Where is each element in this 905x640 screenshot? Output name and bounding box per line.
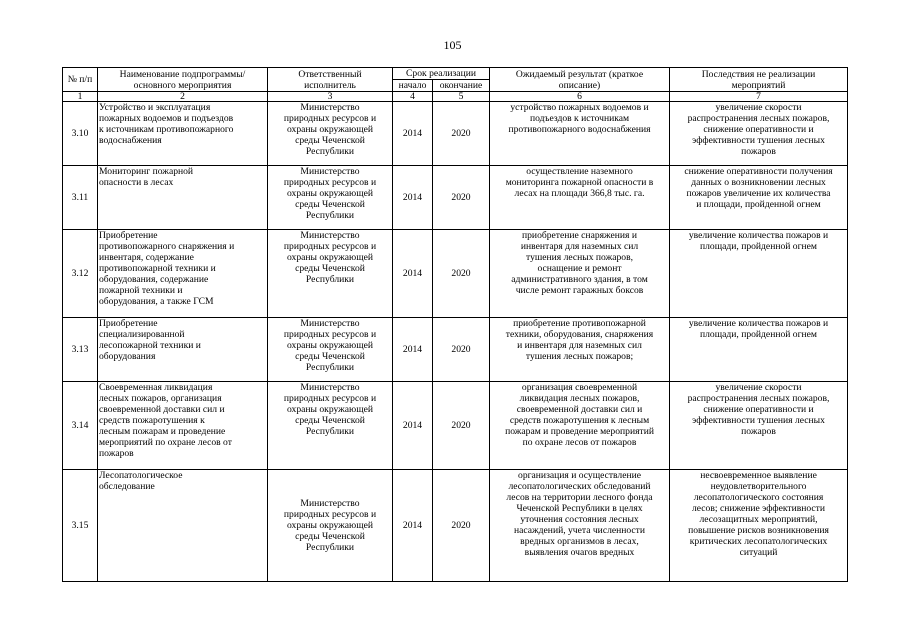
non-implementation-consequences [670, 382, 848, 470]
responsible-executor-line: охраны окружающей [286, 340, 374, 351]
responsible-executor-line: природных ресурсов и [283, 509, 377, 520]
activity-name-line: оборудования [99, 351, 156, 362]
responsible-executor-line: Министерство [300, 382, 360, 393]
responsible-executor-line: охраны окружающей [286, 404, 374, 415]
activity-name-line: Мониторинг пожарной [99, 166, 194, 177]
non-implementation-consequences [670, 470, 848, 582]
non-implementation-consequences-line: пожаров [741, 426, 776, 437]
non-implementation-consequences-line: площади, пройденной огнем [700, 241, 817, 252]
responsible-executor-line: природных ресурсов и [283, 177, 377, 188]
activity-name-line: опасности в лесах [99, 177, 174, 188]
responsible-executor [268, 382, 393, 470]
responsible-executor-line: природных ресурсов и [283, 113, 377, 124]
end-year: 2020 [433, 102, 490, 166]
responsible-executor-line: среды Чеченской [295, 263, 365, 274]
expected-result [490, 382, 670, 470]
activity-name [98, 230, 268, 318]
activity-name [98, 102, 268, 166]
expected-result-line: лесах на площади 366,8 тыс. га. [514, 188, 645, 199]
header-num: № п/п [63, 68, 98, 92]
responsible-executor-line: среды Чеченской [295, 351, 365, 362]
responsible-executor-line: Республики [305, 210, 355, 221]
expected-result-line: организация своевременной [521, 382, 638, 393]
non-implementation-consequences [670, 318, 848, 382]
responsible-executor-line: Республики [305, 274, 355, 285]
non-implementation-consequences-line: увеличение скорости [715, 102, 802, 113]
non-implementation-consequences-line: увеличение скорости [715, 382, 802, 393]
start-year: 2014 [393, 382, 433, 470]
activity-name-line: инвентаря, содержание [99, 252, 194, 263]
expected-result-line: мониторинга пожарной опасности в [505, 177, 654, 188]
expected-result-line: и инвентаря для наземных сил [517, 340, 642, 351]
activity-name-line: Лесопатологическое [99, 470, 183, 481]
non-implementation-consequences [670, 230, 848, 318]
table-row [63, 166, 848, 230]
column-number: 5 [433, 92, 490, 102]
expected-result-line: лесов на территории лесного фонда [506, 492, 653, 503]
header-result: Ожидаемый результат (краткое описание) [490, 68, 670, 92]
non-implementation-consequences-line: увеличение количества пожаров и [688, 318, 829, 329]
header-responsible: Ответственный исполнитель [268, 68, 393, 92]
responsible-executor [268, 470, 393, 582]
header-start: начало [393, 80, 433, 92]
table-body [63, 102, 848, 582]
table-row [63, 102, 848, 166]
activity-name-line: водоснабжения [99, 135, 162, 146]
responsible-executor [268, 230, 393, 318]
start-year: 2014 [393, 470, 433, 582]
expected-result-line: Чеченской Республики в целях [516, 503, 643, 514]
expected-result-line: выявления очагов вредных [524, 547, 635, 558]
activity-name-line: Приобретение [99, 318, 158, 329]
expected-result-line: пожарам и проведение мероприятий [505, 426, 654, 437]
start-year: 2014 [393, 318, 433, 382]
activity-name-line: Своевременная ликвидация [99, 382, 213, 393]
end-year: 2020 [433, 470, 490, 582]
row-number: 3.13 [63, 318, 98, 382]
non-implementation-consequences-line: площади, пройденной огнем [700, 329, 817, 340]
activity-name-line: пожарных водоемов и подъездов [99, 113, 234, 124]
expected-result [490, 470, 670, 582]
activity-name-line: противопожарного снаряжения и [99, 241, 235, 252]
expected-result-line: приобретение снаряжения и [522, 230, 638, 241]
non-implementation-consequences-line: эффективности тушения лесных [692, 135, 825, 146]
activity-name-line: пожаров [99, 448, 134, 459]
activity-name [98, 318, 268, 382]
expected-result-line: насаждений, учета численности [514, 525, 646, 536]
activity-name [98, 382, 268, 470]
expected-result-line: административного здания, в том [511, 274, 648, 285]
end-year: 2020 [433, 230, 490, 318]
non-implementation-consequences [670, 102, 848, 166]
activity-name-line: своевременной доставки сил и [99, 404, 225, 415]
non-implementation-consequences-line: пожаров увеличение их количества [686, 188, 831, 199]
row-number: 3.12 [63, 230, 98, 318]
column-number: 1 [63, 92, 98, 102]
activity-name-line: Приобретение [99, 230, 158, 241]
expected-result-line: осуществление наземного [526, 166, 633, 177]
table-header [63, 68, 848, 102]
expected-result [490, 230, 670, 318]
non-implementation-consequences-line: снижение оперативности и [703, 124, 814, 135]
responsible-executor-line: охраны окружающей [286, 124, 374, 135]
responsible-executor-line: среды Чеченской [295, 199, 365, 210]
responsible-executor-line: природных ресурсов и [283, 241, 377, 252]
non-implementation-consequences [670, 166, 848, 230]
responsible-executor [268, 318, 393, 382]
responsible-executor-line: охраны окружающей [286, 520, 374, 531]
expected-result-line: по охране лесов от пожаров [522, 437, 637, 448]
activity-name-line: обследование [99, 481, 155, 492]
responsible-executor [268, 166, 393, 230]
responsible-executor-line: Республики [305, 542, 355, 553]
start-year: 2014 [393, 166, 433, 230]
header-end: окончание [433, 80, 490, 92]
expected-result [490, 102, 670, 166]
row-number: 3.11 [63, 166, 98, 230]
activity-name-line: мероприятий по охране лесов от [99, 437, 232, 448]
non-implementation-consequences-line: распространения лесных пожаров, [687, 113, 830, 124]
table-row [63, 318, 848, 382]
column-number: 7 [670, 92, 848, 102]
responsible-executor [268, 102, 393, 166]
activity-name-line: лесным пожарам и проведение [99, 426, 226, 437]
table-row [63, 382, 848, 470]
non-implementation-consequences-line: лесозащитных мероприятий, [699, 514, 818, 525]
non-implementation-consequences-line: увеличение количества пожаров и [688, 230, 829, 241]
activity-name-line: лесопожарной техники и [99, 340, 201, 351]
column-number-row [63, 92, 848, 102]
activity-name-line: пожарной техники и [99, 285, 183, 296]
activity-name-line: специализированной [99, 329, 185, 340]
program-table [62, 67, 848, 582]
expected-result-line: организация и осуществление [518, 470, 642, 481]
expected-result-line: вредных организмов в лесах, [520, 536, 639, 547]
non-implementation-consequences-line: распространения лесных пожаров, [687, 393, 830, 404]
expected-result-line: ликвидация лесных пожаров, [519, 393, 640, 404]
responsible-executor-line: охраны окружающей [286, 252, 374, 263]
activity-name-line: оборудования, содержание [99, 274, 209, 285]
activity-name [98, 166, 268, 230]
responsible-executor-line: Республики [305, 362, 355, 373]
expected-result-line: уточнения состояния лесных [520, 514, 639, 525]
non-implementation-consequences-line: лесов; снижение эффективности [692, 503, 826, 514]
responsible-executor-line: Министерство [300, 498, 360, 509]
responsible-executor-line: природных ресурсов и [283, 329, 377, 340]
responsible-executor-line: среды Чеченской [295, 135, 365, 146]
responsible-executor-line: Министерство [300, 318, 360, 329]
end-year: 2020 [433, 166, 490, 230]
non-implementation-consequences-line: и площади, пройденной огнем [696, 199, 821, 210]
responsible-executor-line: Министерство [300, 166, 360, 177]
expected-result-line: противопожарного водоснабжения [508, 124, 651, 135]
non-implementation-consequences-line: критических лесопатологических [689, 536, 828, 547]
expected-result-line: оснащение и ремонт [537, 263, 622, 274]
non-implementation-consequences-line: снижение оперативности и [703, 404, 814, 415]
end-year: 2020 [433, 382, 490, 470]
expected-result-line: средств пожаротушения к лесным [509, 415, 650, 426]
expected-result-line: своевременной доставки сил и [516, 404, 643, 415]
start-year: 2014 [393, 102, 433, 166]
activity-name-line: противопожарной техники и [99, 263, 216, 274]
expected-result-line: числе ремонт гаражных боксов [515, 285, 644, 296]
column-number: 3 [268, 92, 393, 102]
responsible-executor-line: Министерство [300, 230, 360, 241]
activity-name [98, 470, 268, 582]
non-implementation-consequences-line: лесопатологического состояния [693, 492, 824, 503]
column-number: 4 [393, 92, 433, 102]
row-number: 3.14 [63, 382, 98, 470]
expected-result-line: подъездов к источникам [529, 113, 630, 124]
expected-result-line: тушения лесных пожаров, [526, 252, 634, 263]
expected-result [490, 166, 670, 230]
activity-name-line: Устройство и эксплуатация [99, 102, 211, 113]
responsible-executor-line: Республики [305, 426, 355, 437]
non-implementation-consequences-line: несвоевременное выявление [700, 470, 817, 481]
non-implementation-consequences-line: снижение оперативности получения [684, 166, 833, 177]
expected-result-line: техники, оборудования, снаряжения [505, 329, 654, 340]
expected-result-line: инвентаря для наземных сил [520, 241, 639, 252]
page-number: 105 [443, 38, 462, 52]
activity-name-line: к источникам противопожарного [99, 124, 234, 135]
responsible-executor-line: Республики [305, 146, 355, 157]
column-number: 6 [490, 92, 670, 102]
responsible-executor-line: среды Чеченской [295, 415, 365, 426]
non-implementation-consequences-line: пожаров [741, 146, 776, 157]
non-implementation-consequences-line: неудовлетворительного [710, 481, 807, 492]
expected-result-line: тушения лесных пожаров; [525, 351, 634, 362]
header-consequences: Последствия не реализации мероприятий [670, 68, 848, 92]
expected-result-line: лесопатологических обследований [508, 481, 651, 492]
header-name: Наименование подпрограммы/ основного мероприятия [98, 68, 268, 92]
responsible-executor-line: Министерство [300, 102, 360, 113]
expected-result-line: устройство пожарных водоемов и [510, 102, 649, 113]
non-implementation-consequences-line: эффективности тушения лесных [692, 415, 825, 426]
table-row [63, 470, 848, 582]
activity-name-line: средств пожаротушения к [99, 415, 205, 426]
responsible-executor-line: среды Чеченской [295, 531, 365, 542]
expected-result-line: приобретение противопожарной [513, 318, 646, 329]
column-number: 2 [98, 92, 268, 102]
table-row [63, 230, 848, 318]
non-implementation-consequences-line: ситуаций [739, 547, 778, 558]
responsible-executor-line: природных ресурсов и [283, 393, 377, 404]
start-year: 2014 [393, 230, 433, 318]
activity-name-line: лесных пожаров, организация [99, 393, 222, 404]
row-number: 3.10 [63, 102, 98, 166]
non-implementation-consequences-line: данных о возникновении лесных [691, 177, 826, 188]
activity-name-line: оборудования, а также ГСМ [99, 296, 214, 307]
header-period: Срок реализации [393, 68, 490, 80]
responsible-executor-line: охраны окружающей [286, 188, 374, 199]
non-implementation-consequences-line: повышение рисков возникновения [688, 525, 829, 536]
row-number: 3.15 [63, 470, 98, 582]
end-year: 2020 [433, 318, 490, 382]
expected-result [490, 318, 670, 382]
